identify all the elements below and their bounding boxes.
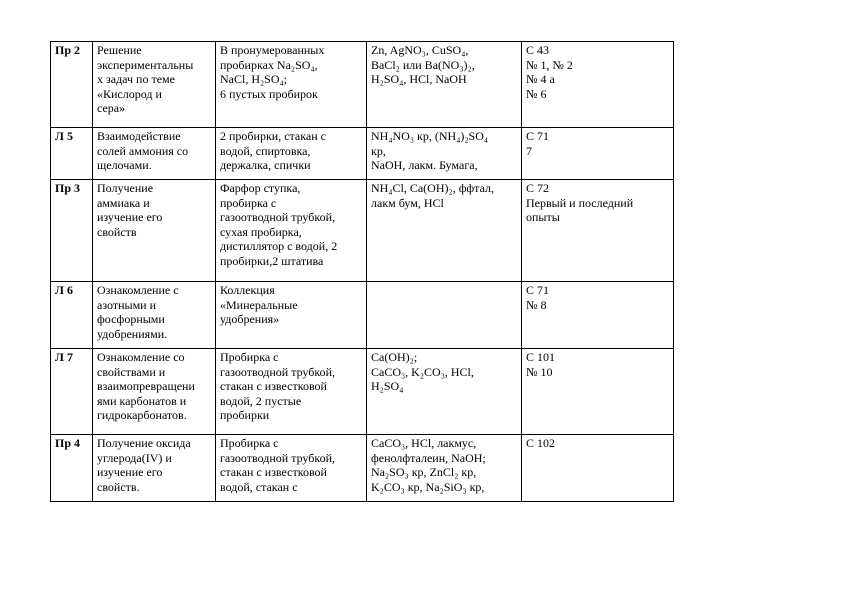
equipment-line: пробирки [220,408,270,422]
topic-cell [93,128,216,180]
equipment-line: Фарфор ступка, [220,181,301,195]
reagents-line: H₂SO₄ [371,379,404,393]
equipment-line: газоотводной трубкой, [220,364,336,379]
reagents-cell [367,128,522,180]
topic-line: х задач по теме [97,72,175,86]
reagents-line: Ca(OH)₂; [371,350,418,364]
reference-line: С 101 [526,350,556,364]
reagents-cell [367,435,522,502]
equipment-line: Пробирка с [220,350,279,364]
reference-line: С 43 [526,43,550,57]
equipment-line: стакан с известковой [220,379,327,393]
reagents-line: CaCO₃, K₂CO₃, HCl, [371,364,474,379]
reference-line: опыты [526,210,560,224]
reference-cell [522,42,674,128]
reagents-cell [367,180,522,282]
reagents-line: фенолфталеин, NaOH; [371,450,486,465]
reagents-line: BaCl₂ или Ba(NO₃)₂, [371,57,475,72]
topic-line: Получение [97,181,154,195]
table-row [51,180,674,282]
work-code-cell: Л 7 [51,349,93,435]
topic-line: Получение оксида [97,436,191,450]
reagents-line: NH₄NO₃ кр, (NH₄)₂SO₄ [371,129,489,143]
topic-line: свойствами и [97,364,166,379]
reference-line: № 6 [526,86,547,101]
work-code-cell: Пр 4 [51,435,93,502]
reagents-cell [367,282,522,349]
equipment-cell [216,435,367,502]
equipment-line: газоотводной трубкой, [220,210,336,224]
equipment-line: 2 пробирки, стакан с [220,129,326,143]
reference-line: С 72 [526,181,550,195]
equipment-line: NaCl, H₂SO₄; [220,72,288,86]
topic-line: углерода(IV) и [97,450,172,465]
equipment-cell [216,180,367,282]
topic-line: удобрениями. [97,326,168,341]
equipment-line: пробирка с [220,195,277,210]
topic-line: свойств. [97,479,140,494]
topic-line: азотными и [97,297,157,312]
reference-line: 7 [526,143,532,158]
equipment-cell [216,349,367,435]
reference-cell [522,128,674,180]
equipment-line: Пробирка с [220,436,279,450]
equipment-line: пробирки,2 штатива [220,253,324,268]
reagents-line: K₂CO₃ кр, Na₂SiO₃ кр, [371,479,485,494]
table-body [51,42,674,502]
topic-line: свойств [97,224,137,239]
equipment-line: 6 пустых пробирок [220,86,318,101]
topic-line: фосфорными [97,312,165,326]
equipment-line: сухая пробирка, [220,224,302,239]
topic-line: Ознакомление с [97,283,179,297]
equipment-line: Коллекция [220,283,275,297]
equipment-line: удобрения» [220,312,280,326]
reagents-cell [367,42,522,128]
topic-cell [93,42,216,128]
reagents-line: CaCO₃, HCl, лакмус, [371,436,477,450]
reagents-line: H₂SO₄, HCl, NaOH [371,72,467,86]
reference-cell [522,180,674,282]
equipment-cell [216,128,367,180]
topic-line: гидрокарбонатов. [97,408,187,422]
reference-line: № 1, № 2 [526,57,573,72]
reagents-line: Zn, AgNO₃, CuSO₄, [371,43,469,57]
equipment-line: газоотводной трубкой, [220,450,336,465]
work-code-cell: Л 5 [51,128,93,180]
reference-line: С 71 [526,283,550,297]
reference-line: № 4 а [526,72,555,86]
table-row [51,42,674,128]
reference-line: № 8 [526,297,547,312]
table-row [51,435,674,502]
reagents-line: кр, [371,143,386,158]
reagents-cell [367,349,522,435]
equipment-line: «Минеральные [220,297,298,312]
topic-line: экспериментальны [97,57,194,72]
reagents-line: NH₄Cl, Ca(OH)₂, ффтал, [371,181,494,195]
reference-line: С 71 [526,129,550,143]
reference-line: № 10 [526,364,553,379]
topic-cell [93,180,216,282]
lab-work-table [50,41,674,502]
equipment-cell [216,42,367,128]
topic-line: Взаимодействие [97,129,181,143]
topic-line: «Кислород и [97,86,162,101]
topic-line: солей аммония со [97,143,189,158]
topic-line: Решение [97,43,142,57]
reference-cell [522,435,674,502]
table-row [51,282,674,349]
reference-line: С 102 [526,436,556,450]
equipment-cell [216,282,367,349]
reagents-line: лакм бум, HCl [371,195,444,210]
topic-cell [93,282,216,349]
reagents-line: NaOH, лакм. Бумага, [371,158,478,172]
equipment-line: стакан с известковой [220,465,327,479]
equipment-line: водой, спиртовка, [220,143,311,158]
topic-line: ями карбонатов и [97,393,187,408]
topic-line: щелочами. [97,158,152,172]
topic-cell [93,435,216,502]
reference-cell [522,282,674,349]
work-code-cell: Л 6 [51,282,93,349]
topic-line: аммиака и [97,195,150,210]
reagents-line: Na₂SO₃ кр, ZnCl₂ кр, [371,465,477,479]
equipment-line: держалка, спички [220,158,311,172]
work-code-cell: Пр 2 [51,42,93,128]
topic-line: сера» [97,101,126,115]
topic-cell [93,349,216,435]
equipment-line: пробирках Na₂SO₄, [220,57,318,72]
topic-line: изучение его [97,210,163,224]
table-row [51,349,674,435]
work-code-cell: Пр 3 [51,180,93,282]
reference-line: Первый и последний [526,195,634,210]
topic-line: изучение его [97,465,163,479]
equipment-line: водой, 2 пустые [220,393,302,408]
topic-line: Ознакомление со [97,350,185,364]
equipment-line: В пронумерованных [220,43,325,57]
equipment-line: водой, стакан с [220,479,298,494]
topic-line: взаимопревращени [97,379,195,393]
equipment-line: дистиллятор с водой, 2 [220,239,338,253]
reference-cell [522,349,674,435]
table-row [51,128,674,180]
